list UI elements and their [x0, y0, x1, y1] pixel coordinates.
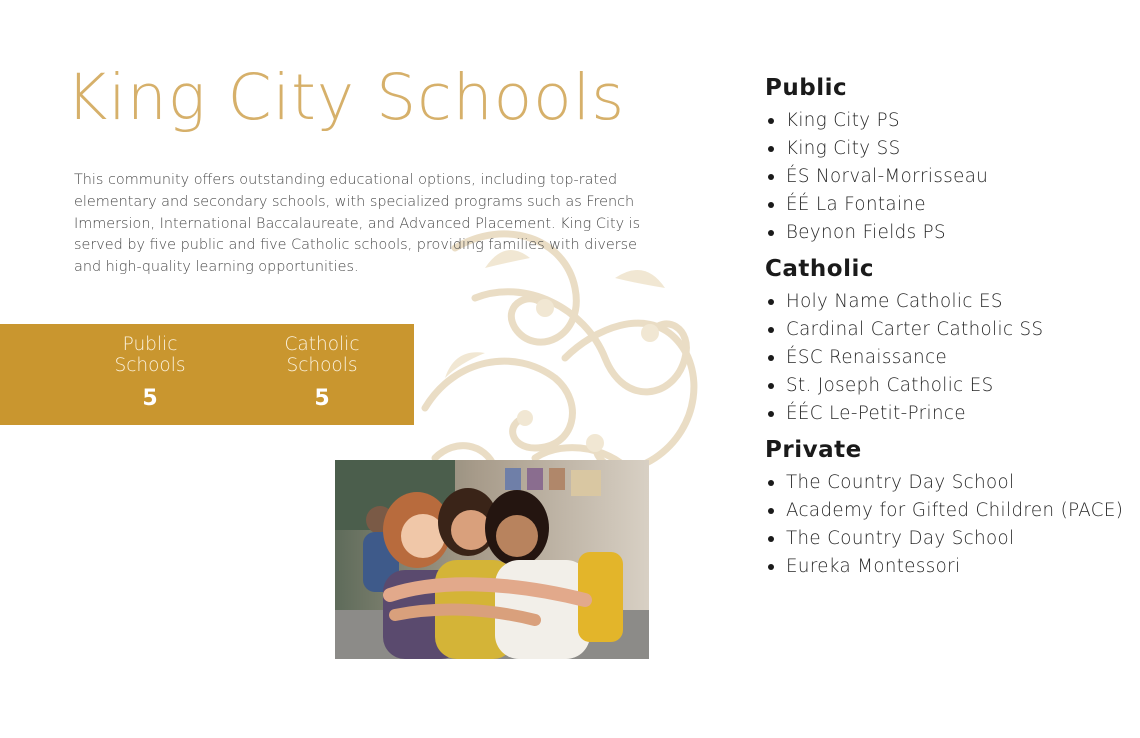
public-schools-count: 5	[142, 386, 158, 411]
list-item: ÉS Norval-Morrisseau	[765, 163, 1125, 191]
private-heading: Private	[765, 437, 862, 463]
private-section	[765, 434, 1125, 581]
catholic-school-list	[765, 288, 1125, 428]
intro-paragraph: This community offers outstanding educational options, including top-rated elementary and secondary schools, with specialized programs such as French Immersion, International Baccalaureate, and Advanced Placement. King City is served by five public and five Catholic schools, providing families with diverse and high-quality learning opportunities.	[74, 172, 641, 276]
school-lists	[765, 72, 1125, 587]
students-photo	[335, 460, 649, 659]
public-schools-label: Public Schools	[114, 334, 186, 376]
list-item: Academy for Gifted Children (PACE)	[765, 497, 1125, 525]
catholic-schools-stat	[242, 334, 402, 411]
list-item: ÉSC Renaissance	[765, 344, 1125, 372]
public-section	[765, 72, 1125, 247]
list-item: ÉÉ La Fontaine	[765, 191, 1125, 219]
list-item: Holy Name Catholic ES	[765, 288, 1125, 316]
list-item: St. Joseph Catholic ES	[765, 372, 1125, 400]
private-school-list	[765, 469, 1125, 581]
list-item: The Country Day School	[765, 469, 1125, 497]
public-schools-stat	[70, 334, 230, 411]
catholic-heading: Catholic	[765, 256, 874, 282]
catholic-schools-count: 5	[314, 386, 330, 411]
list-item: King City SS	[765, 135, 1125, 163]
list-item: Beynon Fields PS	[765, 219, 1125, 247]
catholic-section	[765, 253, 1125, 428]
list-item: Cardinal Carter Catholic SS	[765, 316, 1125, 344]
catholic-schools-label: Catholic Schools	[284, 334, 360, 376]
school-stats-band	[0, 324, 414, 425]
list-item: The Country Day School	[765, 525, 1125, 553]
list-item: King City PS	[765, 107, 1125, 135]
list-item: ÉÉC Le-Petit-Prince	[765, 400, 1125, 428]
public-heading: Public	[765, 75, 848, 101]
list-item: Eureka Montessori	[765, 553, 1125, 581]
page-title: King City Schools	[66, 61, 626, 134]
public-school-list	[765, 107, 1125, 247]
